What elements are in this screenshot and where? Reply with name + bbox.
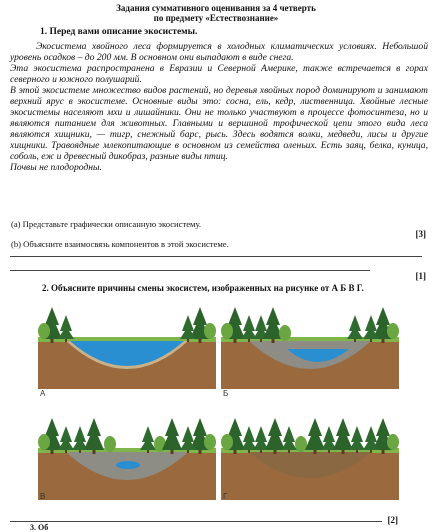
paragraph-soil: Почвы не плодородны. bbox=[10, 162, 102, 173]
panel-label-b: Б bbox=[223, 389, 229, 398]
task2-score: [2] bbox=[387, 515, 398, 525]
task1-title: 1. Перед вами описание экосистемы. bbox=[40, 27, 198, 37]
next-task-fragment: 3. Об bbox=[30, 523, 49, 532]
header-line-1: Задания суммативного оценивания за 4 четверть bbox=[116, 3, 316, 13]
task1-part-a: (а) Представьте графически описанную экосистему. bbox=[11, 219, 202, 229]
pond-illustration-b bbox=[221, 297, 399, 389]
task1-part-a-score: [3] bbox=[415, 229, 426, 239]
pond-illustration-a bbox=[38, 297, 216, 389]
paragraph-climate: Экосистема хвойного леса формируется в холодных климатических условиях. Небольшой уровень осадков – до 200 мм. В основном они выпадают в виде снега. bbox=[10, 41, 428, 63]
panel-label-a: А bbox=[40, 389, 46, 398]
task1-part-b: (b) Объясните взаимосвязь компонентов в этой экосистеме. bbox=[11, 239, 229, 249]
answer-line bbox=[10, 270, 370, 271]
paragraph-distribution: Эта экосистема распространена в Евразии и Северной Америке, также встречается в горах северного и южного полушарий. bbox=[10, 63, 428, 85]
paragraph-species: В этой экосистеме множество видов растений, но деревья хвойных пород доминируют и занимают верхний ярус в экосистеме. Основные виды это: сосна, ель, кедр, лиственница. Хвойные лесные экосистемы населяют мхи и лишайники. Они не только участвуют в процессе фотосинтеза, но и являются питанием для животных. Главными и вершиной трофической цепи этого вида леса являются хищники, — тигр, снежный барс, рысь. Здесь водятся волки, медведи, лисы и другие хищники. Травоядные млекопитающие в основном из семейства оленьих. Есть заяц, белка, куница, соболь, еж и древесный дикобраз, разные виды птиц. bbox=[10, 85, 428, 162]
answer-line bbox=[10, 521, 382, 522]
panel-label-v: В bbox=[40, 492, 46, 501]
task2-title: 2. Объясните причины смены экосистем, изображенных на рисунке от А Б В Г. bbox=[42, 283, 364, 293]
ecosystem-description bbox=[10, 41, 428, 173]
header-line-2: по предмету «Естествознание» bbox=[153, 13, 279, 23]
task1-part-b-score: [1] bbox=[415, 271, 426, 281]
answer-line bbox=[10, 256, 422, 257]
panel-label-g: Г bbox=[223, 492, 228, 501]
pond-illustration-g bbox=[221, 408, 399, 500]
pond-illustration-v bbox=[38, 408, 216, 500]
